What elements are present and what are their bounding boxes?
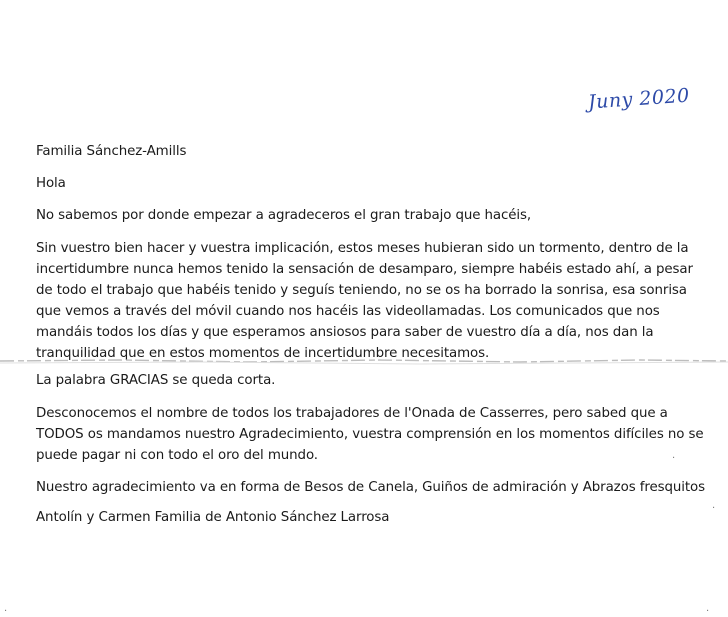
scan-speck: · <box>672 453 676 464</box>
paragraph-main-line: incertidumbre nunca hemos tenido la sensación de desamparo, siempre habéis estado ahí, a pesar <box>36 262 693 277</box>
paragraph-thanks: La palabra GRACIAS se queda corta. <box>36 373 276 388</box>
scan-speck: · <box>712 503 716 514</box>
signature: Antolín y Carmen Familia de Antonio Sánchez Larrosa <box>36 510 390 525</box>
paragraph-main-line: Sin vuestro bien hacer y vuestra implicación, estos meses hubieran sido un tormento, dentro de la <box>36 241 689 256</box>
paper-fold-line <box>0 357 728 365</box>
addressee: Familia Sánchez-Amills <box>36 144 187 159</box>
scan-speck: · <box>4 606 8 617</box>
paragraph-main-line: que vemos a través del móvil cuando nos hacéis las videollamadas. Los comunicados que nos <box>36 304 660 319</box>
paragraph-main-line: tranquilidad que en estos momentos de incertidumbre necesitamos. <box>36 346 490 361</box>
paragraph-main-line: mandáis todos los días y que esperamos ansiosos para saber de vuestro día a día, nos dan la <box>36 325 654 340</box>
paragraph-workers-line: TODOS os mandamos nuestro Agradecimiento, vuestra comprensión en los momentos difíciles no se <box>36 427 704 442</box>
paragraph-intro: No sabemos por donde empezar a agradeceros el gran trabajo que hacéis, <box>36 208 532 223</box>
paragraph-main-line: de todo el trabajo que habéis tenido y seguís teniendo, no se os ha borrado la sonrisa, esa sonrisa <box>36 283 687 298</box>
salutation: Hola <box>36 176 66 191</box>
handwritten-date: Juny 2020 <box>587 84 691 114</box>
scan-speck: · <box>706 606 710 617</box>
paragraph-workers-line: puede pagar ni con todo el oro del mundo. <box>36 448 318 463</box>
paragraph-workers-line: Desconocemos el nombre de todos los trabajadores de l'Onada de Casserres, pero sabed que a <box>36 406 668 421</box>
paragraph-closing: Nuestro agradecimiento va en forma de Besos de Canela, Guiños de admiración y Abrazos fresquitos <box>36 480 706 495</box>
